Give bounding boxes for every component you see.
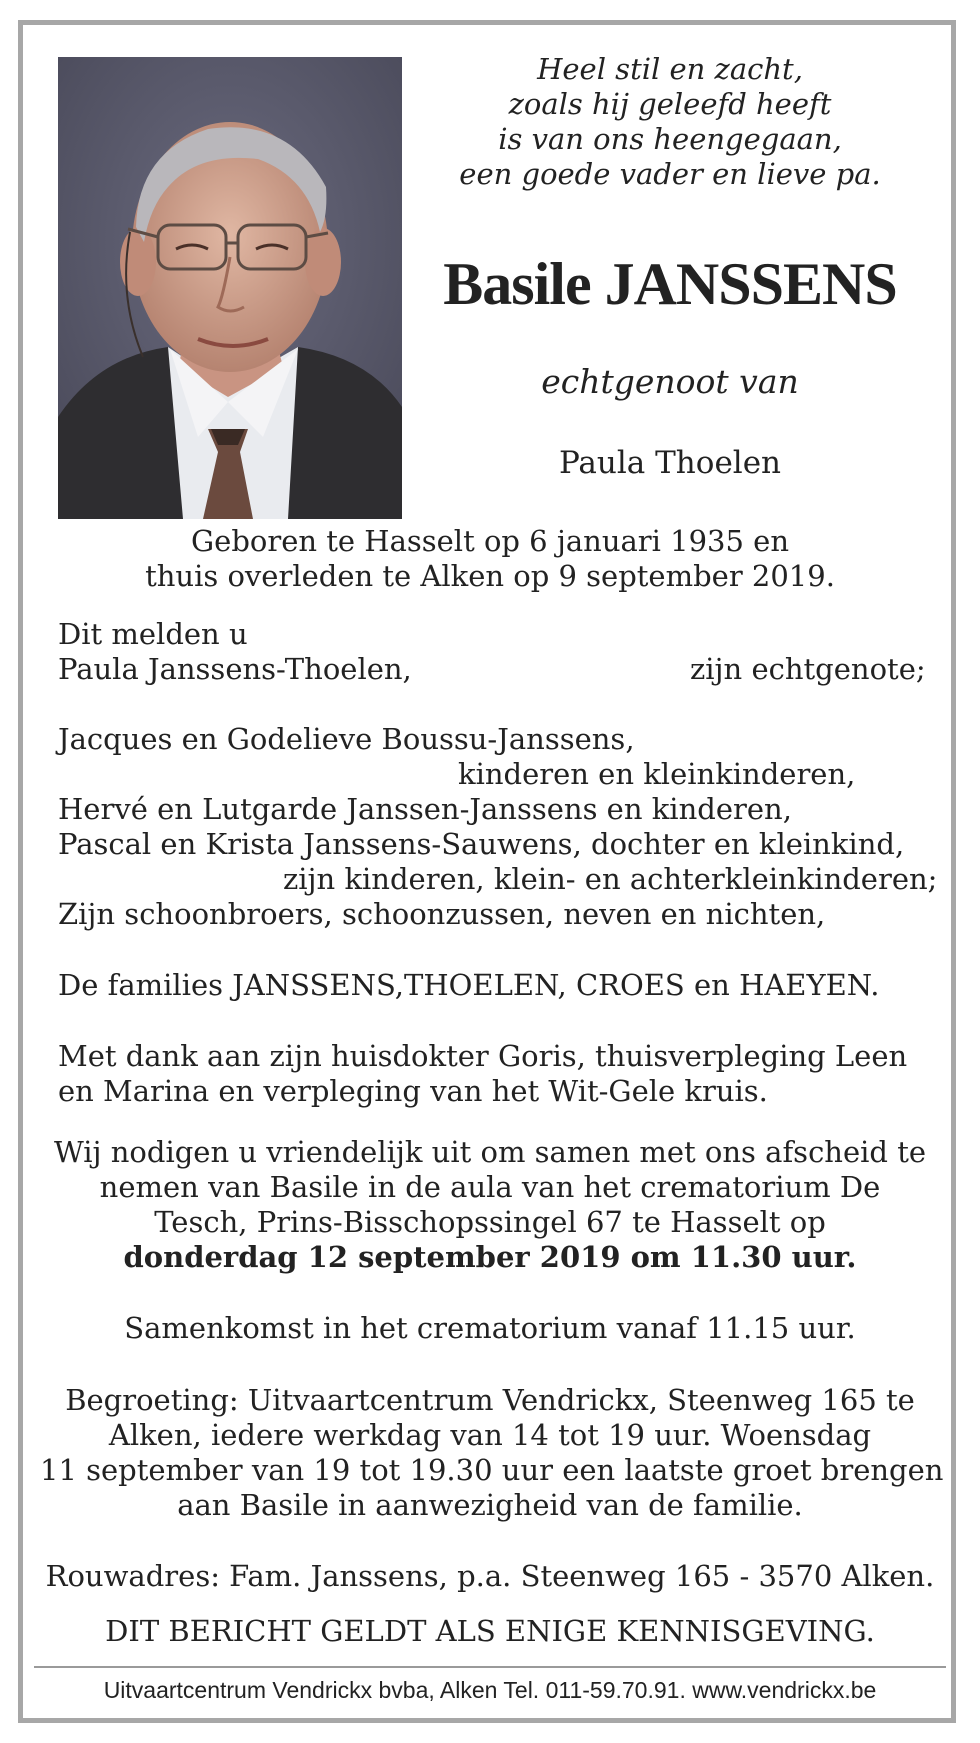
visitation-line-3: 11 september van 19 tot 19.30 uur een laatste groet brengen — [40, 1453, 944, 1487]
ceremony-datetime: donderdag 12 september 2019 om 11.30 uur. — [123, 1240, 857, 1274]
death-line: thuis overleden te Alken op 9 september 2019. — [145, 559, 835, 593]
family-line-3: Pascal en Krista Janssens-Sauwens, dochter en kleinkind, — [58, 827, 905, 861]
family-line-1: Jacques en Godelieve Boussu-Janssens, — [58, 722, 635, 756]
notice-line: DIT BERICHT GELDT ALS ENIGE KENNISGEVING. — [105, 1614, 875, 1648]
widow-role: zijn echtgenote; — [690, 652, 926, 686]
family-role: zijn kinderen, klein- en achterkleinkinderen; — [283, 862, 938, 896]
portrait-photo — [58, 57, 402, 519]
announcer-intro: Dit melden u — [58, 617, 248, 651]
visitation-line-2: Alken, iedere werkdag van 14 tot 19 uur. Woensdag — [108, 1418, 872, 1452]
visitation-line-1: Begroeting: Uitvaartcentrum Vendrickx, Steenweg 165 te — [65, 1383, 915, 1417]
poem — [440, 52, 900, 192]
families-line: De families JANSSENS,THOELEN, CROES en HAEYEN. — [58, 968, 880, 1002]
family-line-2: Hervé en Lutgarde Janssen-Janssens en kinderen, — [58, 792, 792, 826]
spouse-label: echtgenoot van — [541, 362, 799, 401]
footer-divider — [34, 1666, 946, 1668]
in-laws-line: Zijn schoonbroers, schoonzussen, neven en nichten, — [58, 897, 826, 931]
birth-line: Geboren te Hasselt op 6 januari 1935 en — [190, 524, 789, 558]
visitation-line-4: aan Basile in aanwezigheid van de familie. — [177, 1488, 803, 1522]
poem-line: Heel stil en zacht, — [537, 52, 803, 86]
gathering-line: Samenkomst in het crematorium vanaf 11.15 uur. — [124, 1311, 856, 1345]
invitation-line-3: Tesch, Prins-Bisschopssingel 67 te Hasselt op — [154, 1205, 826, 1239]
thanks-line-2: en Marina en verpleging van het Wit-Gele kruis. — [58, 1074, 768, 1108]
family-line-1-suffix: kinderen en kleinkinderen, — [458, 757, 856, 791]
invitation-line-2: nemen van Basile in de aula van het crematorium De — [99, 1170, 881, 1204]
poem-line: zoals hij geleefd heeft — [508, 87, 832, 121]
mourning-address: Rouwadres: Fam. Janssens, p.a. Steenweg 165 - 3570 Alken. — [45, 1559, 935, 1593]
poem-line: is van ons heengegaan, — [498, 122, 842, 156]
widow-name: Paula Janssens-Thoelen, — [58, 652, 412, 686]
thanks-line-1: Met dank aan zijn huisdokter Goris, thuisverpleging Leen — [58, 1039, 908, 1073]
poem-line: een goede vader en lieve pa. — [459, 157, 881, 191]
spouse-name: Paula Thoelen — [558, 445, 782, 481]
footer-text: Uitvaartcentrum Vendrickx bvba, Alken Tel. 011-59.70.91. www.vendrickx.be — [103, 1677, 877, 1703]
deceased-name: Basile JANSSENS — [443, 251, 897, 317]
invitation-line-1: Wij nodigen u vriendelijk uit om samen met ons afscheid te — [53, 1135, 927, 1169]
